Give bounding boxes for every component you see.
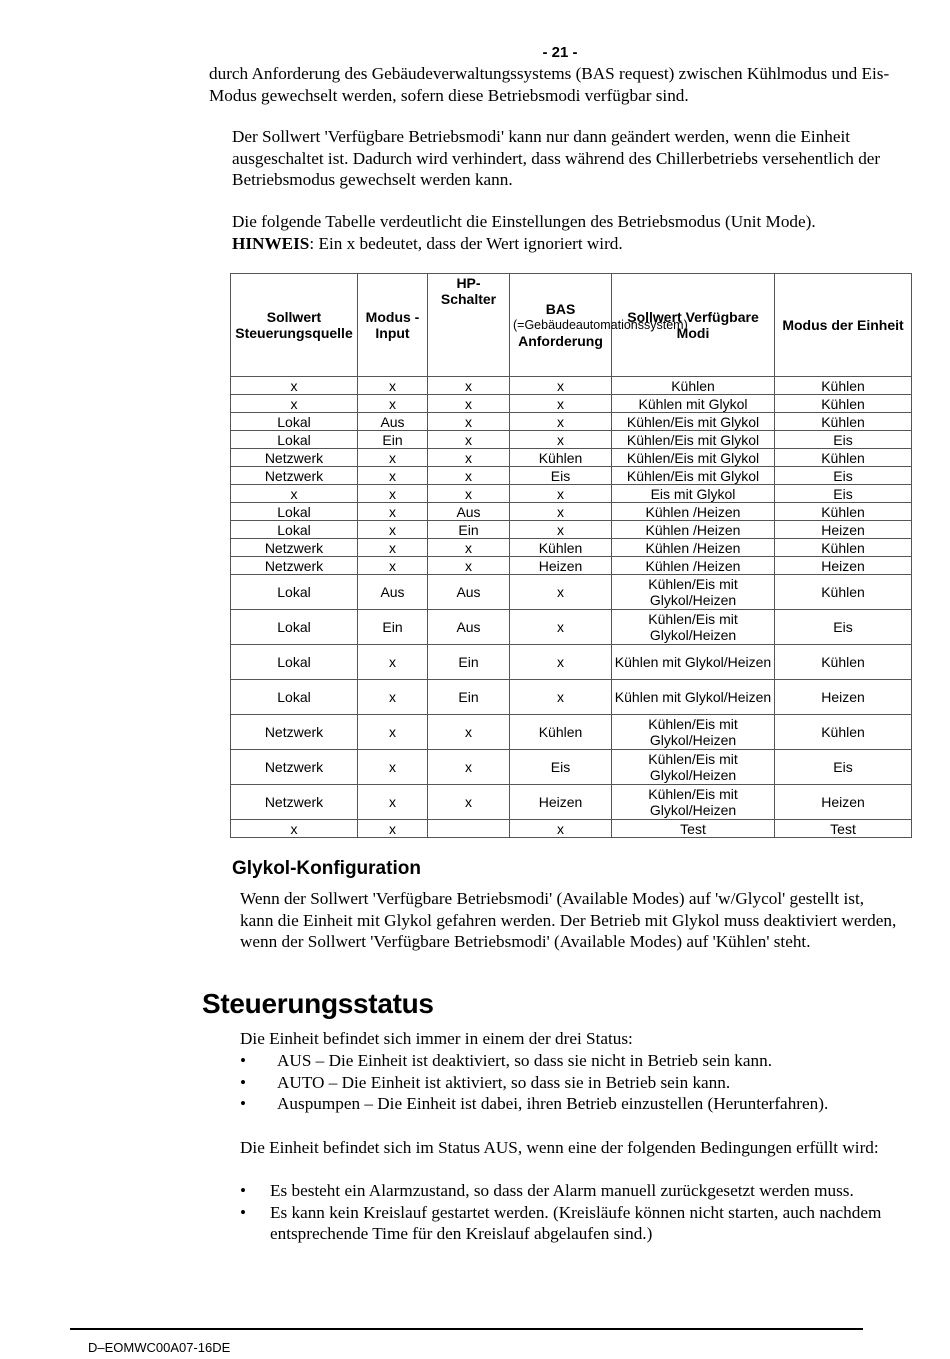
cell-unit-mode: Kühlen (775, 449, 912, 467)
cell-source: Lokal (231, 645, 358, 680)
note-text: : Ein x bedeutet, dass der Wert ignoriert wird. (309, 233, 623, 253)
header-hp-switch: HP-Schalter (428, 274, 510, 377)
cell-bas-request: x (510, 645, 612, 680)
table-row (231, 715, 912, 750)
cell-unit-mode: Eis (775, 467, 912, 485)
table-row (231, 750, 912, 785)
cell-hp-switch: x (428, 539, 510, 557)
cell-hp-switch: Aus (428, 575, 510, 610)
off-conditions-list (240, 1180, 890, 1245)
cell-hp-switch: Ein (428, 680, 510, 715)
cell-bas-request: x (510, 485, 612, 503)
cell-hp-switch: x (428, 431, 510, 449)
cell-bas-request: x (510, 575, 612, 610)
cell-source: Lokal (231, 503, 358, 521)
table-row (231, 820, 912, 838)
status-intro: Die Einheit befindet sich immer in einem der drei Status: (240, 1029, 633, 1048)
table-row (231, 521, 912, 539)
cell-bas-request: Kühlen (510, 539, 612, 557)
cell-bas-request: Eis (510, 750, 612, 785)
cell-source: Lokal (231, 521, 358, 539)
cell-source: Netzwerk (231, 467, 358, 485)
cell-unit-mode: Heizen (775, 680, 912, 715)
cell-bas-request: x (510, 503, 612, 521)
cell-available-modes: Kühlen/Eis mit Glykol/Heizen (612, 575, 775, 610)
cell-available-modes: Kühlen mit Glykol/Heizen (612, 680, 775, 715)
cell-source: Lokal (231, 431, 358, 449)
cell-hp-switch: Ein (428, 521, 510, 539)
cell-unit-mode: Kühlen (775, 539, 912, 557)
cell-unit-mode: Eis (775, 431, 912, 449)
header-bas-request: Anforderung (518, 333, 603, 349)
cell-bas-request: Heizen (510, 785, 612, 820)
cell-mode-input: x (358, 539, 428, 557)
cell-hp-switch: x (428, 557, 510, 575)
cell-bas-request: x (510, 680, 612, 715)
cell-source: Netzwerk (231, 750, 358, 785)
cell-unit-mode: Heizen (775, 521, 912, 539)
table-row (231, 449, 912, 467)
table-intro: Die folgende Tabelle verdeutlicht die Einstellungen des Betriebsmodus (Unit Mode). (232, 212, 816, 231)
cell-bas-request: Kühlen (510, 715, 612, 750)
table-row (231, 785, 912, 820)
cell-available-modes: Kühlen/Eis mit Glykol (612, 431, 775, 449)
cell-hp-switch: x (428, 395, 510, 413)
cell-mode-input: x (358, 521, 428, 539)
cell-bas-request: x (510, 521, 612, 539)
cell-unit-mode: Test (775, 820, 912, 838)
cell-bas-request: x (510, 610, 612, 645)
cell-unit-mode: Eis (775, 750, 912, 785)
header-bas-sub: (=Gebäudeautomationssystem) (513, 318, 688, 332)
cell-available-modes: Kühlen/Eis mit Glykol (612, 413, 775, 431)
cell-available-modes: Kühlen/Eis mit Glykol/Heizen (612, 785, 775, 820)
cell-unit-mode: Eis (775, 485, 912, 503)
table-body (231, 377, 912, 838)
header-mode-input: Modus -Input (358, 274, 428, 377)
cell-unit-mode: Kühlen (775, 715, 912, 750)
table-row (231, 377, 912, 395)
table-row (231, 413, 912, 431)
glycol-heading: Glykol-Konfiguration (232, 858, 421, 879)
cell-bas-request: x (510, 431, 612, 449)
table-row (231, 467, 912, 485)
cell-unit-mode: Kühlen (775, 395, 912, 413)
cell-source: Netzwerk (231, 557, 358, 575)
cell-hp-switch: x (428, 449, 510, 467)
status-item: • AUS – Die Einheit ist deaktiviert, so dass sie nicht in Betrieb sein kann. (240, 1050, 900, 1072)
cell-mode-input: x (358, 645, 428, 680)
cell-mode-input: x (358, 820, 428, 838)
header-bas (510, 274, 688, 377)
cell-available-modes: Kühlen /Heizen (612, 539, 775, 557)
cell-source: x (231, 485, 358, 503)
cell-bas-request: x (510, 377, 612, 395)
cell-available-modes: Kühlen mit Glykol (612, 395, 775, 413)
table-row (231, 680, 912, 715)
table-intro-block (232, 211, 912, 254)
cell-mode-input: x (358, 750, 428, 785)
table-row (231, 485, 912, 503)
cell-mode-input: Aus (358, 575, 428, 610)
cell-source: x (231, 395, 358, 413)
cell-available-modes: Kühlen/Eis mit Glykol (612, 449, 775, 467)
cell-available-modes: Kühlen/Eis mit Glykol/Heizen (612, 750, 775, 785)
off-intro: Die Einheit befindet sich im Status AUS, wenn eine der folgenden Bedingungen erfüllt wird: (240, 1138, 879, 1157)
cell-source: Lokal (231, 575, 358, 610)
cell-source: Netzwerk (231, 785, 358, 820)
status-heading: Steuerungsstatus (202, 988, 434, 1019)
cell-hp-switch: x (428, 715, 510, 750)
status-list (240, 1050, 900, 1115)
cell-source: Lokal (231, 413, 358, 431)
intro-paragraph: durch Anforderung des Gebäudeverwaltungssystems (BAS request) zwischen Kühlmodus und Eis-Modus gewechselt werden, sofern diese Betriebsmodi verfügbar sind. (209, 64, 890, 105)
cell-available-modes: Kühlen/Eis mit Glykol (612, 467, 775, 485)
cell-source: x (231, 820, 358, 838)
table-row (231, 431, 912, 449)
cell-source: x (231, 377, 358, 395)
setpoint-paragraph: Der Sollwert 'Verfügbare Betriebsmodi' kann nur dann geändert werden, wenn die Einheit ausgeschaltet ist. Dadurch wird verhindert, dass während des Chillerbetriebs versehentlich der Betriebsmodus gewechselt werden kann. (232, 127, 881, 189)
cell-available-modes: Eis mit Glykol (612, 485, 775, 503)
off-condition-item: • Es besteht ein Alarmzustand, so dass der Alarm manuell zurückgesetzt werden muss. (240, 1180, 890, 1202)
status-item: • Auspumpen – Die Einheit ist dabei, ihren Betrieb einzustellen (Herunterfahren). (240, 1093, 900, 1115)
cell-source: Netzwerk (231, 715, 358, 750)
note-label: HINWEIS (232, 233, 310, 253)
cell-bas-request: Heizen (510, 557, 612, 575)
cell-mode-input: x (358, 680, 428, 715)
cell-bas-request: Eis (510, 467, 612, 485)
table-row (231, 645, 912, 680)
cell-mode-input: x (358, 557, 428, 575)
glycol-paragraph: Wenn der Sollwert 'Verfügbare Betriebsmodi' (Available Modes) auf 'w/Glycol' gestellt ist, kann die Einheit mit Glykol gefahren werden. Der Betrieb mit Glykol muss deaktiviert werden, wenn der Sollwert 'Verfügbare Betriebsmodi' (Available Modes) auf 'Kühlen' steht. (240, 889, 897, 951)
cell-available-modes: Test (612, 820, 775, 838)
cell-hp-switch: x (428, 413, 510, 431)
table-row (231, 610, 912, 645)
cell-mode-input: x (358, 395, 428, 413)
cell-bas-request: Kühlen (510, 449, 612, 467)
cell-hp-switch: x (428, 467, 510, 485)
cell-hp-switch (428, 820, 510, 838)
cell-unit-mode: Heizen (775, 785, 912, 820)
cell-bas-request: x (510, 413, 612, 431)
cell-available-modes: Kühlen /Heizen (612, 521, 775, 539)
cell-available-modes: Kühlen (612, 377, 775, 395)
cell-source: Netzwerk (231, 539, 358, 557)
off-condition-item: • Es kann kein Kreislauf gestartet werden. (Kreisläufe können nicht starten, auch nachdem entsprechende Time für den Kreislauf abgelaufen sind.) (240, 1202, 890, 1245)
cell-mode-input: x (358, 467, 428, 485)
cell-mode-input: x (358, 785, 428, 820)
header-bas-title: BAS (545, 301, 576, 317)
page-number: - 21 - (542, 44, 578, 61)
footer-divider (70, 1328, 863, 1330)
table-row (231, 539, 912, 557)
cell-mode-input: x (358, 503, 428, 521)
cell-mode-input: Aus (358, 413, 428, 431)
cell-bas-request: x (510, 820, 612, 838)
table-row (231, 557, 912, 575)
cell-source: Lokal (231, 610, 358, 645)
cell-hp-switch: Ein (428, 645, 510, 680)
cell-mode-input: Ein (358, 610, 428, 645)
table-header-row (231, 274, 912, 377)
cell-unit-mode: Eis (775, 610, 912, 645)
cell-unit-mode: Kühlen (775, 575, 912, 610)
cell-hp-switch: x (428, 785, 510, 820)
cell-hp-switch: Aus (428, 503, 510, 521)
cell-available-modes: Kühlen/Eis mit Glykol/Heizen (612, 610, 775, 645)
header-unit-mode: Modus der Einheit (775, 274, 912, 377)
cell-mode-input: x (358, 377, 428, 395)
cell-hp-switch: x (428, 377, 510, 395)
table-row (231, 395, 912, 413)
cell-unit-mode: Kühlen (775, 503, 912, 521)
cell-available-modes: Kühlen/Eis mit Glykol/Heizen (612, 715, 775, 750)
cell-mode-input: x (358, 485, 428, 503)
cell-hp-switch: x (428, 750, 510, 785)
table-row (231, 503, 912, 521)
cell-source: Lokal (231, 680, 358, 715)
cell-mode-input: x (358, 715, 428, 750)
cell-unit-mode: Kühlen (775, 413, 912, 431)
cell-unit-mode: Kühlen (775, 377, 912, 395)
status-item: • AUTO – Die Einheit ist aktiviert, so dass sie in Betrieb sein kann. (240, 1072, 900, 1094)
header-source: Sollwert Steuerungsquelle (231, 274, 358, 377)
cell-source: Netzwerk (231, 449, 358, 467)
unit-mode-table (230, 273, 912, 838)
cell-hp-switch: x (428, 485, 510, 503)
cell-available-modes: Kühlen /Heizen (612, 557, 775, 575)
cell-unit-mode: Heizen (775, 557, 912, 575)
cell-available-modes: Kühlen /Heizen (612, 503, 775, 521)
cell-bas-request: x (510, 395, 612, 413)
cell-mode-input: x (358, 449, 428, 467)
header-available-modes: Sollwert Verfügbare Modi (612, 274, 775, 377)
cell-unit-mode: Kühlen (775, 645, 912, 680)
cell-available-modes: Kühlen mit Glykol/Heizen (612, 645, 775, 680)
cell-hp-switch: Aus (428, 610, 510, 645)
table-row (231, 575, 912, 610)
footer-document-code: D–EOMWC00A07-16DE (88, 1340, 231, 1355)
cell-mode-input: Ein (358, 431, 428, 449)
